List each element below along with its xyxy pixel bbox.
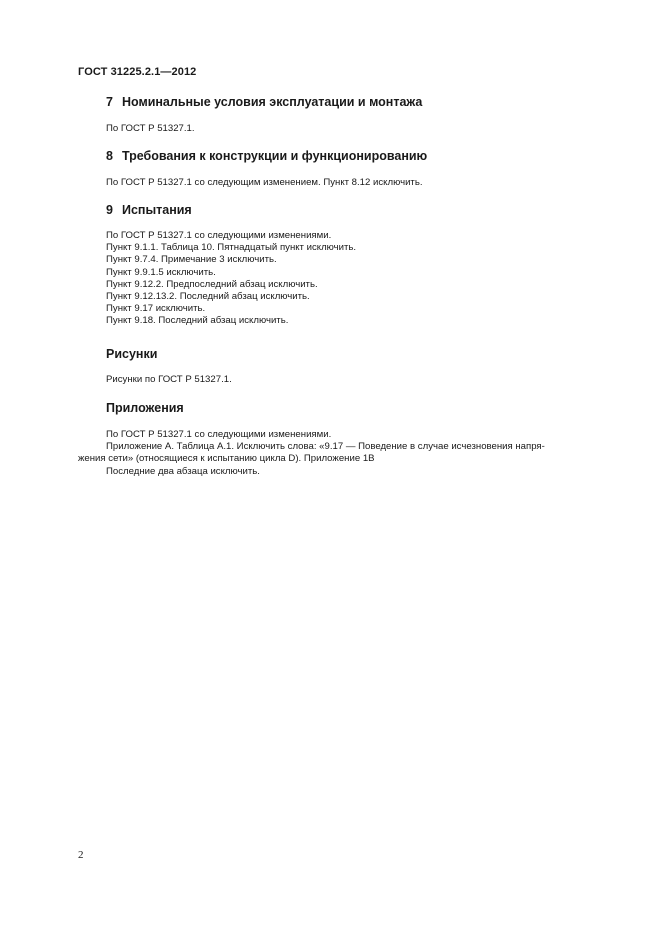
section-9-line: Пункт 9.12.13.2. Последний абзац исключить. xyxy=(106,291,310,303)
figures-title xyxy=(106,347,157,361)
appendices-line: Последние два абзаца исключить. xyxy=(106,465,260,477)
section-8-title xyxy=(106,149,427,163)
page-number: 2 xyxy=(78,849,84,861)
appendices-heading: Приложения xyxy=(106,401,184,415)
section-9-line: Пункт 9.17 исключить. xyxy=(106,303,206,315)
section-9-text-block xyxy=(106,230,356,328)
section-9-title xyxy=(106,203,192,217)
section-9-line: Пункт 9.7.4. Примечание 3 исключить. xyxy=(106,254,277,266)
section-9-number: 9 xyxy=(106,203,113,217)
section-9-line: Пункт 9.9.1.5 исключить. xyxy=(106,266,216,278)
document-code: ГОСТ 31225.2.1—2012 xyxy=(78,66,197,78)
section-8-heading: Требования к конструкции и функционированию xyxy=(121,149,428,163)
appendices-text-block xyxy=(78,429,590,478)
section-7-title xyxy=(106,95,422,109)
section-7-number: 7 xyxy=(106,95,113,109)
section-9-heading: Испытания xyxy=(121,203,192,217)
section-7-text: По ГОСТ Р 51327.1. xyxy=(106,123,195,134)
appendices-line: По ГОСТ Р 51327.1 со следующими изменениями. xyxy=(106,429,332,440)
appendices-line: Приложение А. Таблица А.1. Исключить слова: «9.17 — Поведение в случае исчезновения напря- xyxy=(106,441,545,453)
section-7-heading: Номинальные условия эксплуатации и монтажа xyxy=(121,95,423,109)
section-9-line: Пункт 9.1.1. Таблица 10. Пятнадцатый пункт исключить. xyxy=(106,242,357,254)
section-8-text: По ГОСТ Р 51327.1 со следующим изменением. Пункт 8.12 исключить. xyxy=(106,177,423,188)
section-9-line: Пункт 9.12.2. Предпоследний абзац исключить. xyxy=(106,278,318,290)
section-8-number: 8 xyxy=(106,149,113,163)
section-9-line: Пункт 9.18. Последний абзац исключить. xyxy=(106,315,289,327)
appendices-title xyxy=(106,401,184,415)
appendices-line: жения сети» (относящиеся к испытанию цикла D). Приложение 1В xyxy=(78,453,375,465)
section-9-line: По ГОСТ Р 51327.1 со следующими изменениями. xyxy=(106,230,332,241)
figures-heading: Рисунки xyxy=(106,347,158,361)
figures-text: Рисунки по ГОСТ Р 51327.1. xyxy=(106,374,232,385)
